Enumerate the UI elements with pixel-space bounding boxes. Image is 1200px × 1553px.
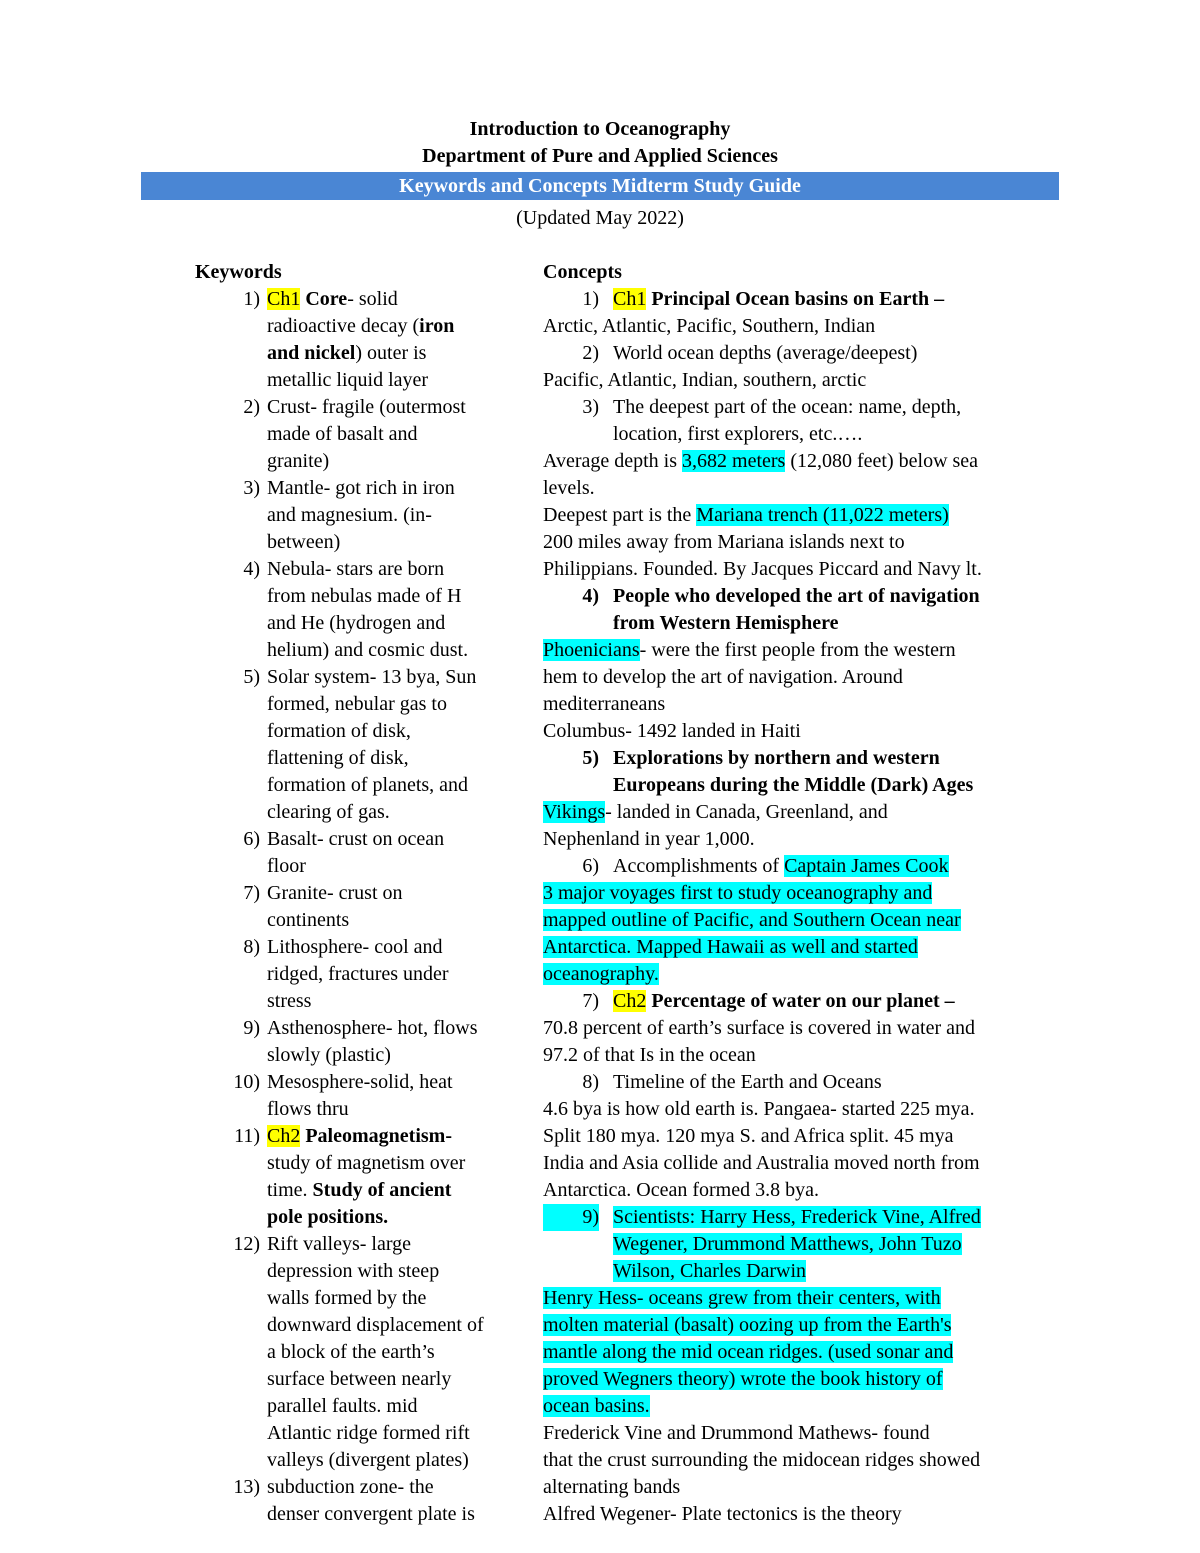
text-line: from nebulas made of H bbox=[267, 585, 462, 607]
concept-item-6 bbox=[543, 853, 1063, 988]
text-line: walls formed by the bbox=[267, 1287, 427, 1309]
text-line: 7) Ch2 Percentage of water on our planet – bbox=[582, 990, 955, 1012]
text-line: parallel faults. mid bbox=[267, 1395, 418, 1417]
text-line: Frederick Vine and Drummond Mathews- found bbox=[543, 1422, 930, 1444]
text-line: Deepest part is the Mariana trench (11,022 meters) bbox=[543, 504, 949, 526]
updated-date: (Updated May 2022) bbox=[516, 207, 684, 229]
text-line: 7) Granite- crust on bbox=[243, 882, 403, 904]
text-line: study of magnetism over bbox=[267, 1152, 466, 1174]
text-line: helium) and cosmic dust. bbox=[267, 639, 469, 661]
text-line: 3 major voyages first to study oceanography and bbox=[543, 882, 933, 904]
concept-item-8 bbox=[543, 1069, 1063, 1204]
text-line: location, first explorers, etc.…. bbox=[613, 423, 863, 445]
text-line: 4) People who developed the art of navigation bbox=[582, 585, 980, 607]
text-line: Wegener, Drummond Matthews, John Tuzo bbox=[613, 1233, 962, 1255]
text-line: levels. bbox=[543, 477, 595, 499]
text-line: continents bbox=[267, 909, 350, 931]
text-line: valleys (divergent plates) bbox=[267, 1449, 469, 1471]
text-line: Columbus- 1492 landed in Haiti bbox=[543, 720, 801, 742]
keyword-item-4 bbox=[195, 556, 530, 664]
keyword-item-5 bbox=[195, 664, 530, 826]
text-line: Phoenicians- were the first people from the western bbox=[543, 639, 956, 661]
text-line: and He (hydrogen and bbox=[267, 612, 446, 634]
text-line: downward displacement of bbox=[267, 1314, 484, 1336]
text-line: metallic liquid layer bbox=[267, 369, 429, 391]
text-line: 12) Rift valleys- large bbox=[233, 1233, 412, 1255]
keywords-heading: Keywords bbox=[195, 261, 282, 283]
text-line: 8) Lithosphere- cool and bbox=[243, 936, 443, 958]
concept-item-3 bbox=[543, 394, 1063, 583]
text-line: stress bbox=[267, 990, 312, 1012]
text-line: 6) Accomplishments of Captain James Cook bbox=[582, 855, 949, 877]
text-line: 3) The deepest part of the ocean: name, depth, bbox=[582, 396, 962, 418]
text-line: 5) Solar system- 13 bya, Sun bbox=[243, 666, 477, 688]
text-line: denser convergent plate is bbox=[267, 1503, 475, 1525]
keyword-item-10 bbox=[195, 1069, 530, 1123]
concept-item-4 bbox=[543, 583, 1063, 745]
text-line: granite) bbox=[267, 450, 330, 472]
text-line: made of basalt and bbox=[267, 423, 418, 445]
text-line: 1) Ch1 Core- solid bbox=[243, 288, 398, 310]
concept-item-7 bbox=[543, 988, 1063, 1069]
text-line: Philippians. Founded. By Jacques Piccard and Navy lt. bbox=[543, 558, 982, 580]
text-line: 10) Mesosphere-solid, heat bbox=[233, 1071, 453, 1093]
text-line: Arctic, Atlantic, Pacific, Southern, Indian bbox=[543, 315, 876, 337]
keywords-column bbox=[195, 259, 530, 1528]
text-line: 97.2 of that Is in the ocean bbox=[543, 1044, 756, 1066]
concept-item-5 bbox=[543, 745, 1063, 853]
text-line: 13) subduction zone- the bbox=[233, 1476, 434, 1498]
text-line: formation of planets, and bbox=[267, 774, 469, 796]
text-line: ocean basins. bbox=[543, 1395, 650, 1417]
text-line: 70.8 percent of earth’s surface is covered in water and bbox=[543, 1017, 976, 1039]
text-line: 2) Crust- fragile (outermost bbox=[243, 396, 466, 418]
text-line: Atlantic ridge formed rift bbox=[267, 1422, 470, 1444]
course-title: Introduction to Oceanography bbox=[469, 118, 731, 140]
text-line: formation of disk, bbox=[267, 720, 411, 742]
text-line: proved Wegners theory) wrote the book history of bbox=[543, 1368, 943, 1390]
text-line: floor bbox=[267, 855, 306, 877]
text-line: 9) Scientists: Harry Hess, Frederick Vine, Alfred bbox=[543, 1204, 1063, 1231]
text-line: a block of the earth’s bbox=[267, 1341, 435, 1363]
text-line: between) bbox=[267, 531, 341, 553]
keyword-item-2 bbox=[195, 394, 530, 475]
text-line: pole positions. bbox=[267, 1206, 389, 1228]
text-line: 200 miles away from Mariana islands next to bbox=[543, 531, 905, 553]
text-line: and magnesium. (in- bbox=[267, 504, 432, 526]
text-line: clearing of gas. bbox=[267, 801, 390, 823]
study-guide-title-bar: Keywords and Concepts Midterm Study Guide bbox=[141, 172, 1059, 200]
keyword-item-3 bbox=[195, 475, 530, 556]
text-line: Europeans during the Middle (Dark) Ages bbox=[613, 774, 974, 796]
text-line: mapped outline of Pacific, and Southern Ocean near bbox=[543, 909, 961, 931]
text-line: time. Study of ancient bbox=[267, 1179, 452, 1201]
text-line: and nickel) outer is bbox=[267, 342, 427, 364]
text-line: 8) Timeline of the Earth and Oceans bbox=[582, 1071, 882, 1093]
text-line: 3) Mantle- got rich in iron bbox=[243, 477, 455, 499]
text-line: Henry Hess- oceans grew from their centers, with bbox=[543, 1287, 941, 1309]
text-line: flattening of disk, bbox=[267, 747, 409, 769]
text-line: 5) Explorations by northern and western bbox=[582, 747, 940, 769]
text-line: Average depth is 3,682 meters (12,080 feet) below sea bbox=[543, 450, 979, 472]
text-line: 4.6 bya is how old earth is. Pangaea- started 225 mya. bbox=[543, 1098, 975, 1120]
text-line: that the crust surrounding the midocean ridges showed bbox=[543, 1449, 981, 1471]
keyword-item-7 bbox=[195, 880, 530, 934]
text-line: slowly (plastic) bbox=[267, 1044, 391, 1066]
text-line: alternating bands bbox=[543, 1476, 681, 1498]
department-title: Department of Pure and Applied Sciences bbox=[422, 145, 778, 167]
text-line: hem to develop the art of navigation. Around bbox=[543, 666, 903, 688]
keyword-item-11 bbox=[195, 1123, 530, 1231]
keyword-item-12 bbox=[195, 1231, 530, 1474]
text-line: Vikings- landed in Canada, Greenland, and bbox=[543, 801, 888, 823]
text-line: formed, nebular gas to bbox=[267, 693, 447, 715]
text-line: Pacific, Atlantic, Indian, southern, arctic bbox=[543, 369, 867, 391]
keyword-item-13 bbox=[195, 1474, 530, 1528]
text-line: India and Asia collide and Australia moved north from bbox=[543, 1152, 980, 1174]
text-line: 4) Nebula- stars are born bbox=[243, 558, 445, 580]
keyword-item-1 bbox=[195, 286, 530, 394]
text-line: radioactive decay (iron bbox=[267, 315, 455, 337]
text-line: Antarctica. Ocean formed 3.8 bya. bbox=[543, 1179, 819, 1201]
text-line: mantle along the mid ocean ridges. (used sonar and bbox=[543, 1341, 954, 1363]
text-line: 6) Basalt- crust on ocean bbox=[243, 828, 445, 850]
text-line: Antarctica. Mapped Hawaii as well and started bbox=[543, 936, 918, 958]
text-line: ridged, fractures under bbox=[267, 963, 449, 985]
concept-item-1 bbox=[543, 286, 1063, 340]
keyword-item-8 bbox=[195, 934, 530, 1015]
text-line: 1) Ch1 Principal Ocean basins on Earth – bbox=[582, 288, 945, 310]
text-line: Wilson, Charles Darwin bbox=[613, 1260, 807, 1282]
text-line: 9) Asthenosphere- hot, flows bbox=[243, 1017, 478, 1039]
concepts-column bbox=[543, 259, 1063, 1528]
concepts-heading: Concepts bbox=[543, 261, 622, 283]
text-line: Nephenland in year 1,000. bbox=[543, 828, 755, 850]
concept-item-9 bbox=[543, 1204, 1063, 1528]
concept-item-2 bbox=[543, 340, 1063, 394]
text-line: depression with steep bbox=[267, 1260, 440, 1282]
keyword-item-9 bbox=[195, 1015, 530, 1069]
text-line: from Western Hemisphere bbox=[613, 612, 839, 634]
text-line: Alfred Wegener- Plate tectonics is the theory bbox=[543, 1503, 902, 1525]
text-line: Split 180 mya. 120 mya S. and Africa split. 45 mya bbox=[543, 1125, 954, 1147]
keyword-item-6 bbox=[195, 826, 530, 880]
text-line: surface between nearly bbox=[267, 1368, 452, 1390]
text-line: 2) World ocean depths (average/deepest) bbox=[582, 342, 918, 364]
text-line: mediterraneans bbox=[543, 693, 666, 715]
text-line: molten material (basalt) oozing up from the Earth's bbox=[543, 1314, 952, 1336]
text-line: 11) Ch2 Paleomagnetism- bbox=[234, 1125, 452, 1147]
text-line: oceanography. bbox=[543, 963, 659, 985]
text-line: flows thru bbox=[267, 1098, 349, 1120]
